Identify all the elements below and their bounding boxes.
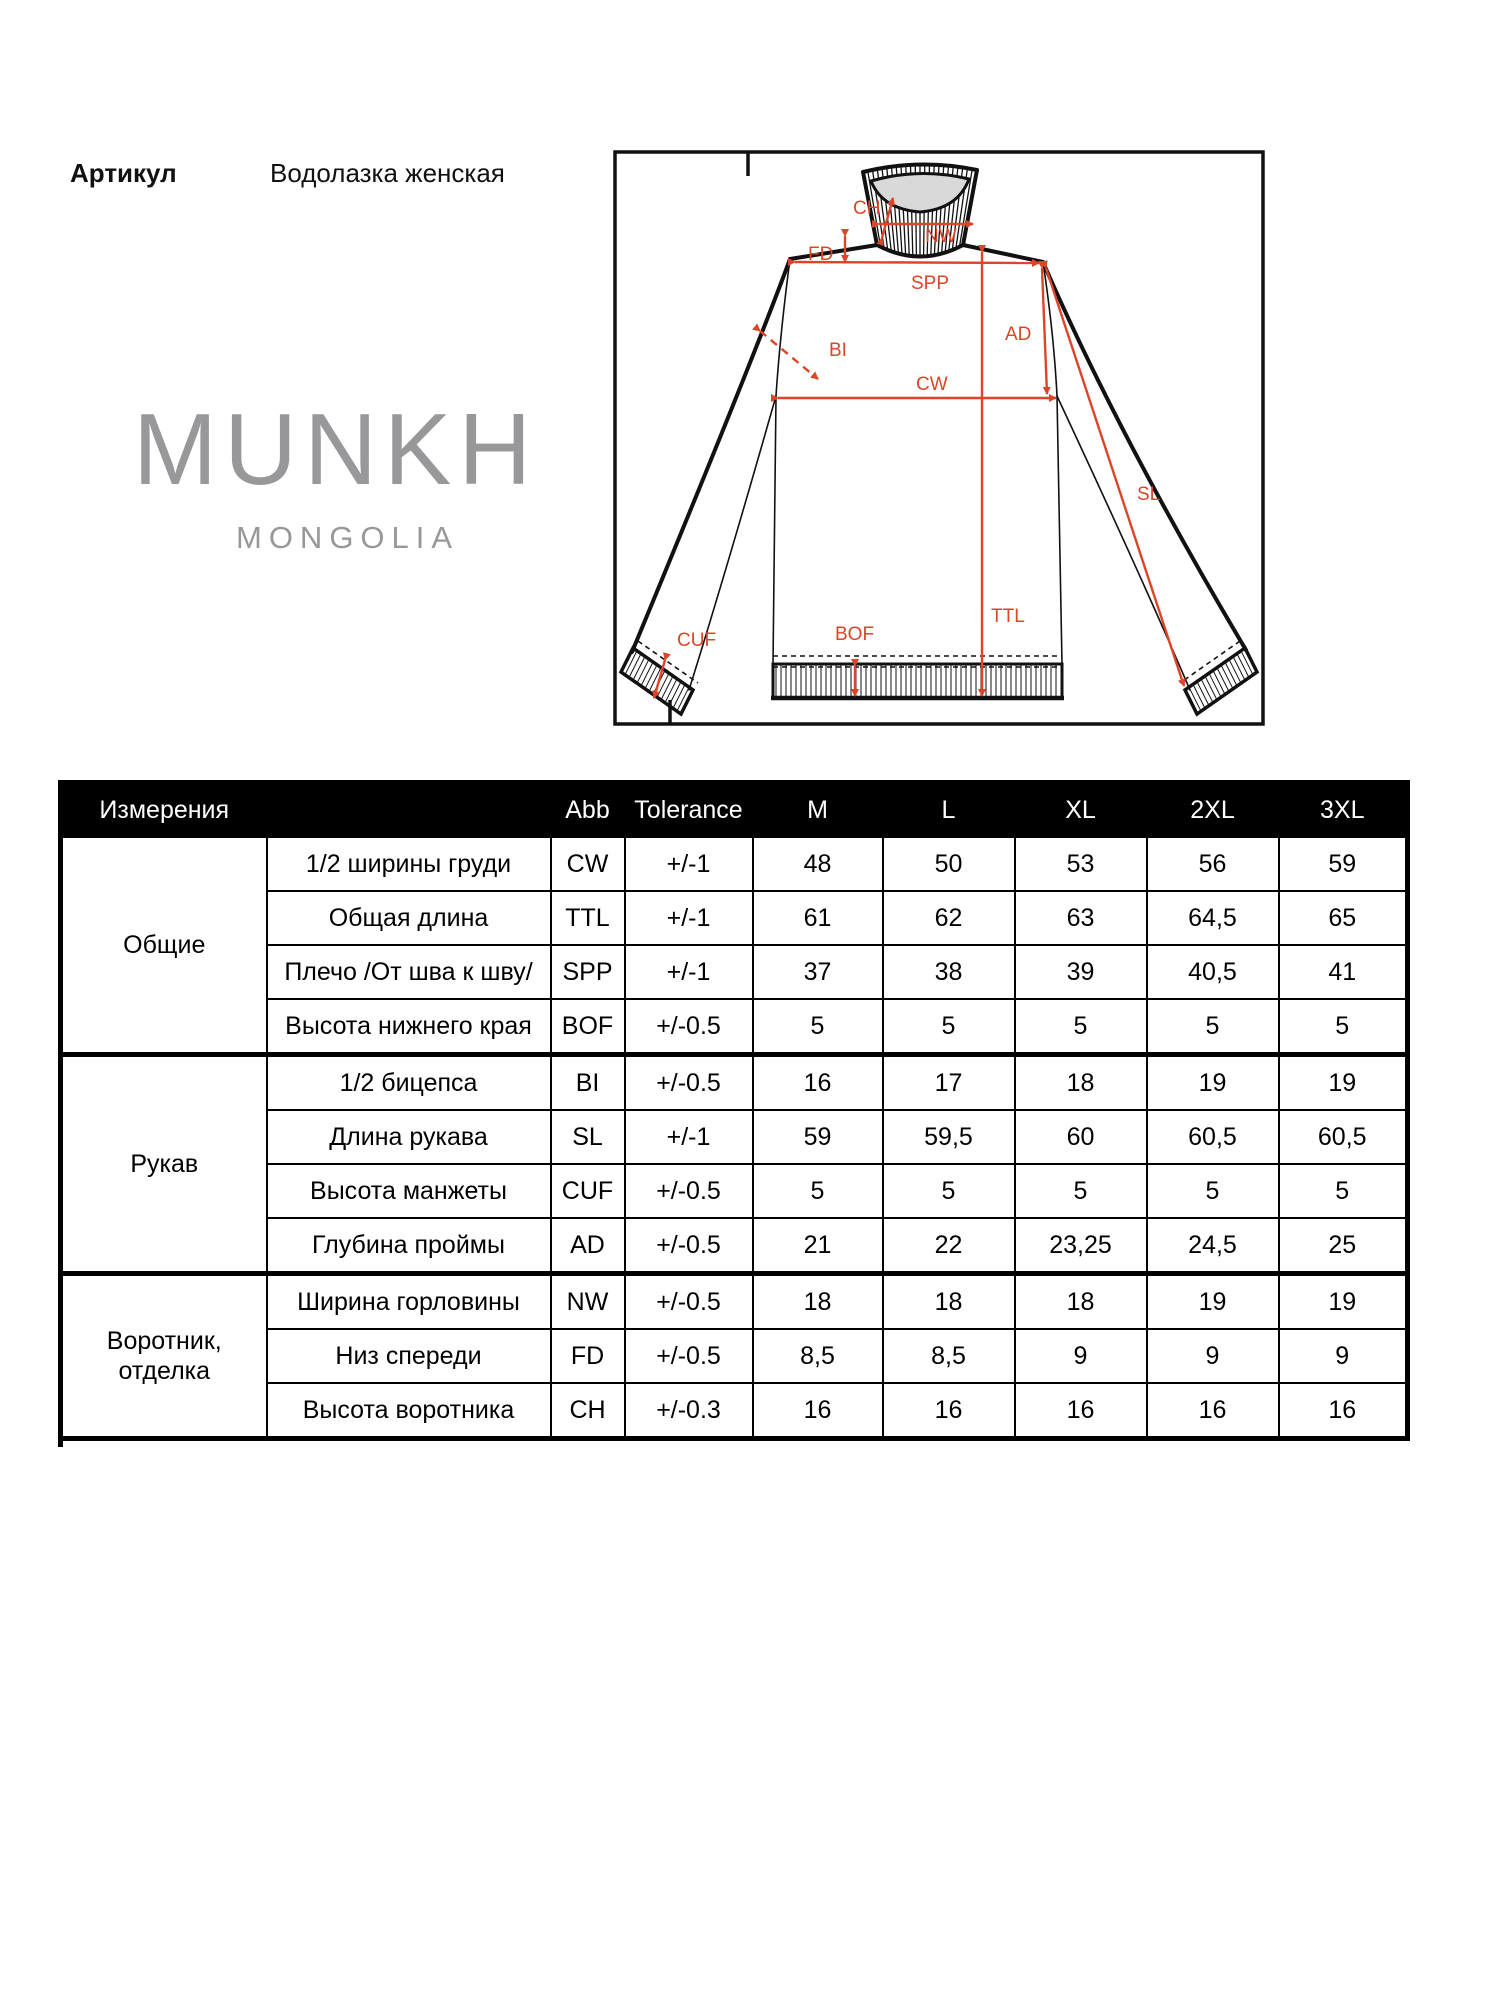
value-cell: 18 (1015, 1274, 1147, 1330)
abb-cell: SL (551, 1110, 625, 1164)
value-cell: 5 (1147, 999, 1279, 1055)
abb-cell: BOF (551, 999, 625, 1055)
header-spacer (267, 783, 551, 838)
value-cell: 16 (753, 1383, 883, 1439)
header-size-m: M (753, 783, 883, 838)
value-cell: 61 (753, 891, 883, 945)
rib-line (1233, 656, 1245, 680)
article-value: Водолазка женская (270, 158, 505, 188)
value-cell: 5 (1015, 999, 1147, 1055)
brand-subtitle: MONGOLIA (236, 520, 460, 555)
value-cell: 65 (1279, 891, 1408, 945)
rib-line (1209, 673, 1221, 697)
value-cell: 40,5 (1147, 945, 1279, 999)
value-cell: 56 (1147, 837, 1279, 891)
rib-line (629, 654, 641, 678)
value-cell: 59 (1279, 837, 1408, 891)
spp-arrow (795, 262, 1039, 263)
value-cell: 24,5 (1147, 1218, 1279, 1274)
value-cell: 16 (1279, 1383, 1408, 1439)
ttl-label: TTL (991, 606, 1025, 627)
measurement-name: Ширина горловины (267, 1274, 551, 1330)
rib-line (637, 659, 649, 683)
cw-label: CW (916, 374, 948, 395)
value-cell: 48 (753, 837, 883, 891)
tolerance-cell: +/-1 (625, 1110, 753, 1164)
table-row (61, 837, 1408, 891)
rib-line (1217, 668, 1229, 692)
abb-cell: SPP (551, 945, 625, 999)
value-cell: 16 (1147, 1383, 1279, 1439)
value-cell: 18 (1015, 1055, 1147, 1111)
measurement-name: Высота воротника (267, 1383, 551, 1439)
rib-line (1197, 682, 1209, 706)
hem-ribs (776, 665, 1056, 697)
rib-line (645, 665, 657, 689)
abb-cell: BI (551, 1055, 625, 1111)
measurement-name: 1/2 бицепса (267, 1055, 551, 1111)
value-cell: 22 (883, 1218, 1015, 1274)
rib-line (1205, 676, 1217, 700)
value-cell: 21 (753, 1218, 883, 1274)
value-cell: 18 (753, 1274, 883, 1330)
value-cell: 17 (883, 1055, 1015, 1111)
value-cell: 9 (1147, 1329, 1279, 1383)
article-row (70, 158, 505, 188)
body-left-edge (773, 396, 776, 664)
value-cell: 16 (753, 1055, 883, 1111)
value-cell: 60,5 (1147, 1110, 1279, 1164)
left-sleeve-outer (632, 259, 790, 652)
measurement-name: Длина рукава (267, 1110, 551, 1164)
rib-line (665, 679, 677, 703)
sl-arrow (1046, 268, 1184, 686)
value-cell: 19 (1147, 1274, 1279, 1330)
value-cell: 9 (1015, 1329, 1147, 1383)
table-row (61, 1055, 1408, 1111)
sweater-measurement-diagram (613, 150, 1265, 726)
abb-cell: TTL (551, 891, 625, 945)
bi-label: BI (829, 340, 847, 361)
header-tolerance: Tolerance (625, 783, 753, 838)
nw-label: NW (925, 226, 957, 247)
measurement-annotations (654, 198, 1184, 698)
tolerance-cell: +/-1 (625, 891, 753, 945)
value-cell: 19 (1279, 1274, 1408, 1330)
value-cell: 16 (1015, 1383, 1147, 1439)
tolerance-cell: +/-1 (625, 945, 753, 999)
rib-line (1213, 670, 1225, 694)
body-right-edge (1057, 396, 1062, 664)
value-cell: 5 (1279, 999, 1408, 1055)
left-cuff (621, 648, 693, 714)
rib-line (673, 684, 685, 708)
table-header-row (61, 783, 1408, 838)
abb-cell: NW (551, 1274, 625, 1330)
brand-logo: MUNKH (133, 394, 539, 506)
spp-label: SPP (911, 273, 950, 294)
value-cell: 18 (883, 1274, 1015, 1330)
rib-line (1237, 654, 1249, 678)
value-cell: 5 (1015, 1164, 1147, 1218)
header-measurements: Измерения (61, 783, 267, 838)
tolerance-cell: +/-0.5 (625, 1164, 753, 1218)
value-cell: 59,5 (883, 1110, 1015, 1164)
abb-cell: FD (551, 1329, 625, 1383)
tolerance-cell: +/-0.5 (625, 1329, 753, 1383)
value-cell: 62 (883, 891, 1015, 945)
right-shoulder (963, 245, 1043, 262)
measurement-name: 1/2 ширины груди (267, 837, 551, 891)
rib-line (633, 656, 645, 680)
value-cell: 16 (883, 1383, 1015, 1439)
bi-arrow (760, 331, 818, 379)
value-cell: 53 (1015, 837, 1147, 891)
group-label: Воротник, отделка (61, 1274, 267, 1439)
value-cell: 19 (1147, 1055, 1279, 1111)
rib-line (1225, 662, 1237, 686)
size-table (58, 780, 1410, 1441)
article-label: Артикул (70, 158, 177, 188)
abb-cell: CUF (551, 1164, 625, 1218)
tolerance-cell: +/-0.5 (625, 1218, 753, 1274)
rib-line (1201, 679, 1213, 703)
right-cuff (1185, 648, 1257, 714)
right-cuff-dashed-line (1180, 641, 1240, 683)
rib-line (1229, 659, 1241, 683)
left-shoulder (790, 245, 877, 259)
rib-line (1221, 665, 1233, 689)
measurement-name: Общая длина (267, 891, 551, 945)
header-size-3xl: 3XL (1279, 783, 1408, 838)
value-cell: 41 (1279, 945, 1408, 999)
rib-line (641, 662, 653, 686)
header-size-2xl: 2XL (1147, 783, 1279, 838)
abb-cell: CW (551, 837, 625, 891)
value-cell: 59 (753, 1110, 883, 1164)
value-cell: 37 (753, 945, 883, 999)
group-label: Рукав (61, 1055, 267, 1274)
value-cell: 39 (1015, 945, 1147, 999)
value-cell: 5 (1147, 1164, 1279, 1218)
tolerance-cell: +/-0.3 (625, 1383, 753, 1439)
header-size-l: L (883, 783, 1015, 838)
rib-line (1193, 684, 1205, 708)
group-label: Общие (61, 837, 267, 1055)
value-cell: 63 (1015, 891, 1147, 945)
header-size-xl: XL (1015, 783, 1147, 838)
value-cell: 5 (883, 999, 1015, 1055)
rib-line (661, 676, 673, 700)
rib-line (669, 682, 681, 706)
value-cell: 8,5 (753, 1329, 883, 1383)
value-cell: 8,5 (883, 1329, 1015, 1383)
value-cell: 50 (883, 837, 1015, 891)
header-abb: Abb (551, 783, 625, 838)
table-left-border-stub (58, 1410, 63, 1447)
value-cell: 25 (1279, 1218, 1408, 1274)
bof-label: BOF (835, 624, 875, 645)
value-cell: 38 (883, 945, 1015, 999)
value-cell: 5 (753, 999, 883, 1055)
value-cell: 23,25 (1015, 1218, 1147, 1274)
abb-cell: CH (551, 1383, 625, 1439)
ch-label: CH (853, 198, 881, 219)
cuf-label: CUF (677, 630, 717, 651)
value-cell: 5 (883, 1164, 1015, 1218)
table-row (61, 1274, 1408, 1330)
measurement-name: Высота манжеты (267, 1164, 551, 1218)
value-cell: 9 (1279, 1329, 1408, 1383)
ad-label: AD (1005, 324, 1032, 345)
value-cell: 19 (1279, 1055, 1408, 1111)
value-cell: 60,5 (1279, 1110, 1408, 1164)
sl-label: SL (1137, 484, 1161, 505)
tolerance-cell: +/-0.5 (625, 999, 753, 1055)
measurement-name: Низ спереди (267, 1329, 551, 1383)
value-cell: 5 (753, 1164, 883, 1218)
tolerance-cell: +/-0.5 (625, 1274, 753, 1330)
tolerance-cell: +/-0.5 (625, 1055, 753, 1111)
abb-cell: AD (551, 1218, 625, 1274)
fd-label: FD (808, 244, 834, 265)
measurement-name: Высота нижнего края (267, 999, 551, 1055)
value-cell: 60 (1015, 1110, 1147, 1164)
tolerance-cell: +/-1 (625, 837, 753, 891)
value-cell: 64,5 (1147, 891, 1279, 945)
measurement-name: Глубина проймы (267, 1218, 551, 1274)
right-sleeve-outer (1043, 262, 1246, 650)
value-cell: 5 (1279, 1164, 1408, 1218)
measurement-name: Плечо /От шва к шву/ (267, 945, 551, 999)
